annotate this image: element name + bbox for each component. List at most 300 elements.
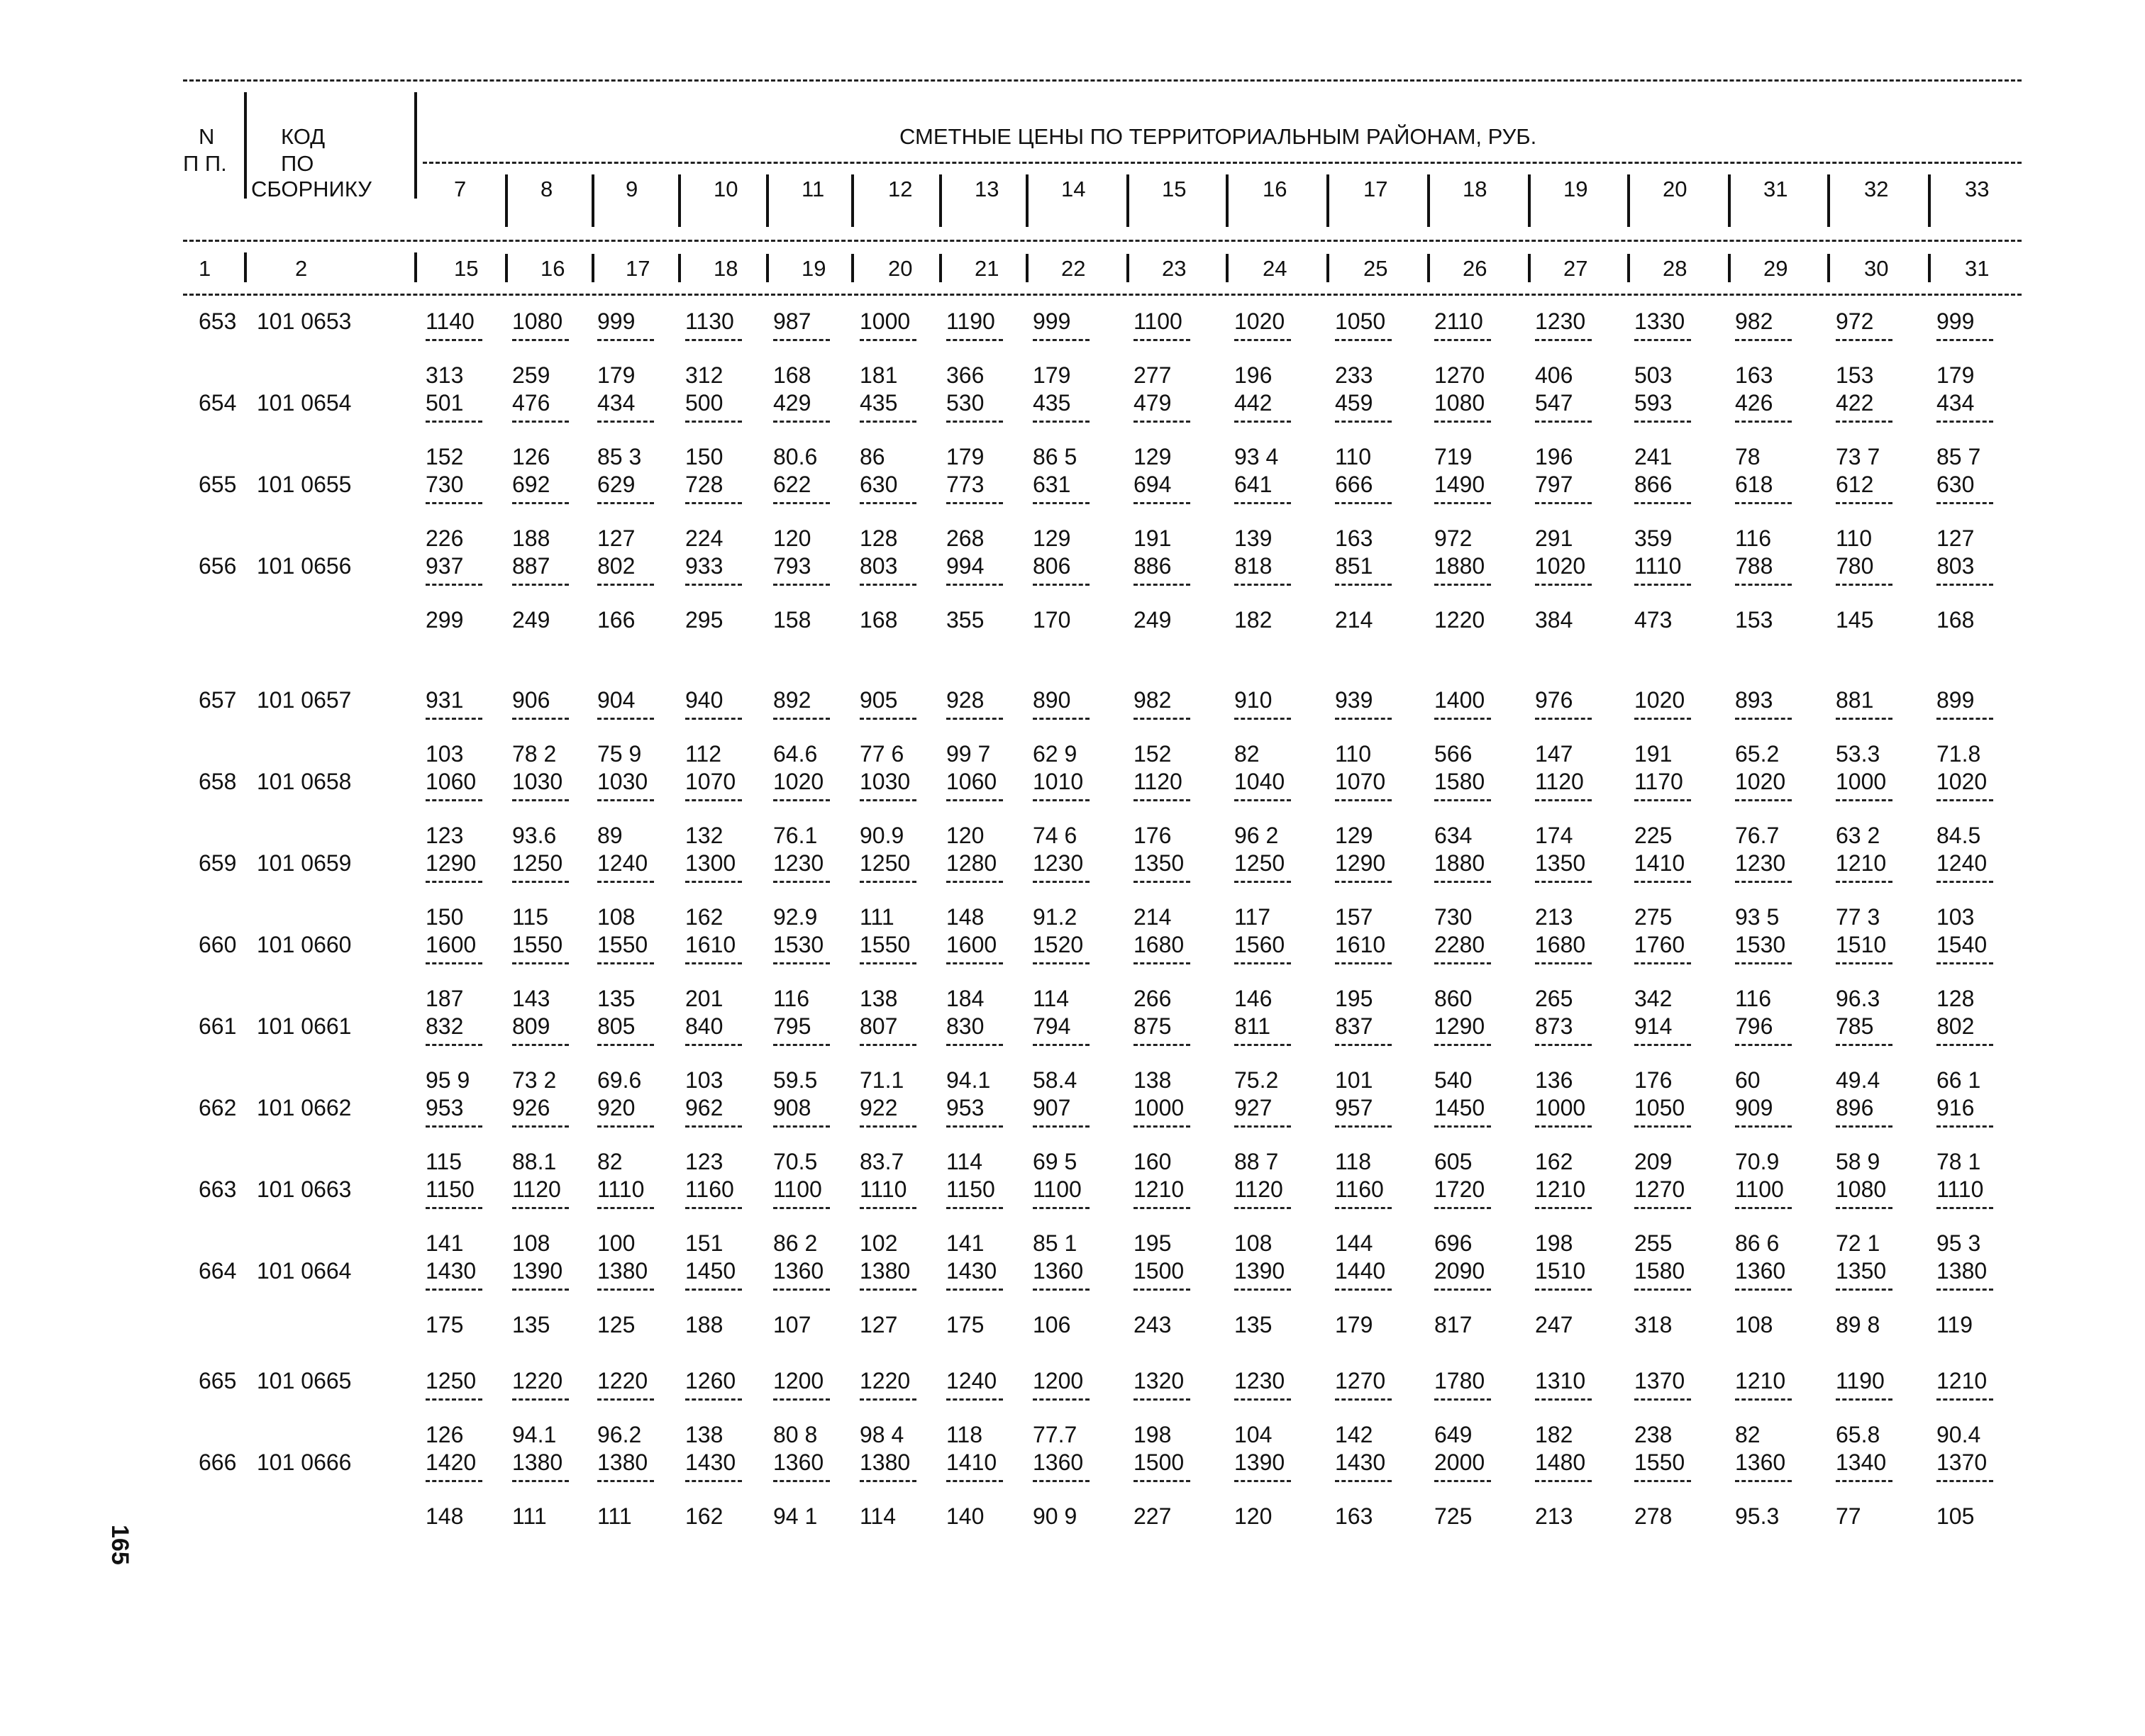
fraction-line <box>1335 339 1392 341</box>
cell-bottom: 209 <box>1634 1149 1673 1174</box>
cell-bottom: 195 <box>1134 1230 1172 1256</box>
fraction-line <box>1434 1480 1491 1482</box>
cell-bottom: 85 7 <box>1936 444 1981 469</box>
cell-top: 1250 <box>1234 850 1285 876</box>
cell-bottom: 225 <box>1634 823 1673 848</box>
cell-top: 692 <box>512 472 550 497</box>
cell-bottom: 187 <box>426 986 464 1011</box>
cell-top: 896 <box>1836 1095 1874 1120</box>
header-top-rule <box>183 79 2022 82</box>
fraction-line <box>1535 1289 1592 1291</box>
cell-bottom: 91.2 <box>1033 904 1077 930</box>
cell-bottom: 384 <box>1535 607 1573 633</box>
cell-bottom: 74 6 <box>1033 823 1077 848</box>
cell-bottom: 278 <box>1634 1503 1673 1529</box>
cell-top: 630 <box>1936 472 1975 497</box>
fraction-line <box>1936 502 1993 504</box>
cell-bottom: 129 <box>1033 525 1071 551</box>
cell-top: 1290 <box>1335 850 1386 876</box>
cell-top: 1210 <box>1535 1176 1586 1202</box>
cell-top: 1550 <box>1634 1450 1685 1475</box>
cell-top: 1510 <box>1535 1258 1586 1284</box>
cell-top: 1350 <box>1836 1258 1887 1284</box>
cell-bottom: 90.4 <box>1936 1422 1981 1447</box>
cell-bottom: 268 <box>946 525 985 551</box>
cell-top: 809 <box>512 1013 550 1039</box>
cell-top: 1100 <box>773 1176 822 1202</box>
cell-top: 622 <box>773 472 811 497</box>
header-col-sep-13 <box>1728 174 1731 227</box>
cell-top: 832 <box>426 1013 464 1039</box>
fraction-line <box>1634 718 1691 720</box>
cell-top: 1110 <box>1936 1176 1984 1202</box>
cell-bottom: 118 <box>1335 1149 1372 1174</box>
cell-bottom: 115 <box>512 904 549 930</box>
fraction-line <box>1234 1480 1291 1482</box>
cell-bottom: 93 5 <box>1735 904 1780 930</box>
cell-bottom: 136 <box>1535 1067 1573 1093</box>
header-index-15: 30 <box>1864 256 1889 281</box>
header-district-12: 19 <box>1563 177 1588 201</box>
fraction-line <box>1535 881 1592 883</box>
fraction-line <box>1033 421 1090 423</box>
header-index-3: 18 <box>714 256 738 281</box>
fraction-line <box>1134 1480 1190 1482</box>
cell-top: 1070 <box>1335 769 1386 794</box>
cell-top: 1050 <box>1335 308 1386 334</box>
cell-bottom: 77 <box>1836 1503 1861 1529</box>
cell-bottom: 70.9 <box>1735 1149 1780 1174</box>
header-index-12: 27 <box>1563 256 1588 281</box>
cell-top: 730 <box>426 472 464 497</box>
cell-bottom: 226 <box>426 525 464 551</box>
cell-top: 1130 <box>685 308 734 334</box>
fraction-line <box>512 962 569 964</box>
fraction-line <box>1434 584 1491 586</box>
cell-bottom: 318 <box>1634 1312 1673 1337</box>
row-number: 657 <box>199 687 237 713</box>
cell-top: 1310 <box>1535 1368 1586 1393</box>
fraction-line <box>860 421 916 423</box>
fraction-line <box>1234 962 1291 964</box>
cell-top: 1170 <box>1634 769 1683 794</box>
fraction-line <box>597 584 654 586</box>
cell-top: 612 <box>1836 472 1874 497</box>
fraction-line <box>1535 1480 1592 1482</box>
cell-top: 1250 <box>860 850 911 876</box>
cell-bottom: 111 <box>860 904 894 930</box>
cell-bottom: 1270 <box>1434 362 1485 388</box>
fraction-line <box>512 718 569 720</box>
cell-top: 1380 <box>597 1450 648 1475</box>
fraction-line <box>1735 962 1792 964</box>
cell-bottom: 179 <box>1936 362 1975 388</box>
fraction-line <box>1434 881 1491 883</box>
cell-top: 593 <box>1634 390 1673 416</box>
cell-top: 1370 <box>1936 1450 1988 1475</box>
header-idx-sep-3 <box>766 254 769 282</box>
row-code: 101 0656 <box>257 553 352 579</box>
cell-top: 1500 <box>1134 1258 1185 1284</box>
fraction-line <box>1735 1289 1792 1291</box>
cell-bottom: 49.4 <box>1836 1067 1880 1093</box>
fraction-line <box>597 962 654 964</box>
cell-bottom: 355 <box>946 607 985 633</box>
cell-bottom: 114 <box>946 1149 983 1174</box>
fraction-line <box>860 1398 916 1401</box>
cell-top: 802 <box>1936 1013 1975 1039</box>
fraction-line <box>426 502 482 504</box>
cell-top: 1040 <box>1234 769 1285 794</box>
cell-top: 1680 <box>1535 932 1586 957</box>
cell-top: 840 <box>685 1013 724 1039</box>
cell-bottom: 634 <box>1434 823 1473 848</box>
fraction-line <box>1335 799 1392 801</box>
cell-top: 1270 <box>1335 1368 1386 1393</box>
cell-top: 1340 <box>1836 1450 1887 1475</box>
fraction-line <box>1335 421 1392 423</box>
row-number: 653 <box>199 308 237 334</box>
cell-top: 1400 <box>1434 687 1485 713</box>
cell-top: 892 <box>773 687 811 713</box>
cell-bottom: 69 5 <box>1033 1149 1077 1174</box>
fraction-line <box>685 881 742 883</box>
cell-bottom: 179 <box>1335 1312 1373 1337</box>
fraction-line <box>685 1207 742 1209</box>
cell-top: 920 <box>597 1095 636 1120</box>
fraction-line <box>1634 1289 1691 1291</box>
cell-bottom: 89 <box>597 823 623 848</box>
cell-top: 987 <box>773 308 811 334</box>
cell-top: 999 <box>597 308 636 334</box>
fraction-line <box>1033 1125 1090 1128</box>
cell-top: 2110 <box>1434 308 1483 334</box>
cell-bottom: 191 <box>1134 525 1172 551</box>
cell-bottom: 366 <box>946 362 985 388</box>
fraction-line <box>597 881 654 883</box>
header-title-rule <box>423 162 2022 164</box>
fraction-line <box>773 421 830 423</box>
cell-bottom: 89 8 <box>1836 1312 1880 1337</box>
header-col-code-3: СБОРНИКУ <box>251 177 372 201</box>
fraction-line <box>1234 421 1291 423</box>
fraction-line <box>1335 1044 1392 1046</box>
cell-top: 1230 <box>1735 850 1786 876</box>
fraction-line <box>685 339 742 341</box>
fraction-line <box>1335 584 1392 586</box>
cell-top: 1360 <box>1033 1450 1084 1475</box>
cell-bottom: 108 <box>597 904 636 930</box>
cell-bottom: 86 5 <box>1033 444 1077 469</box>
header-district-7: 14 <box>1061 177 1086 201</box>
cell-bottom: 82 <box>597 1149 623 1174</box>
cell-bottom: 105 <box>1936 1503 1975 1529</box>
fraction-line <box>1234 1125 1291 1128</box>
cell-top: 618 <box>1735 472 1773 497</box>
cell-top: 1230 <box>1535 308 1586 334</box>
cell-top: 547 <box>1535 390 1573 416</box>
fraction-line <box>1033 1289 1090 1291</box>
fraction-line <box>1634 502 1691 504</box>
fraction-line <box>1234 1289 1291 1291</box>
cell-bottom: 127 <box>597 525 636 551</box>
cell-bottom: 77 3 <box>1836 904 1880 930</box>
cell-bottom: 108 <box>1735 1312 1773 1337</box>
cell-top: 1120 <box>512 1176 561 1202</box>
cell-top: 1080 <box>512 308 563 334</box>
fraction-line <box>1134 799 1190 801</box>
cell-bottom: 88 7 <box>1234 1149 1279 1174</box>
fraction-line <box>1434 502 1491 504</box>
cell-bottom: 152 <box>426 444 464 469</box>
cell-bottom: 179 <box>1033 362 1071 388</box>
header-col-n: N <box>199 124 215 149</box>
cell-top: 875 <box>1134 1013 1172 1039</box>
cell-bottom: 144 <box>1335 1230 1373 1256</box>
header-bottom-rule <box>183 294 2022 296</box>
cell-bottom: 168 <box>860 607 898 633</box>
header-district-10: 17 <box>1363 177 1388 201</box>
cell-bottom: 182 <box>1234 607 1273 633</box>
cell-top: 426 <box>1735 390 1773 416</box>
cell-bottom: 140 <box>946 1503 985 1529</box>
cell-bottom: 188 <box>512 525 550 551</box>
fraction-line <box>426 1480 482 1482</box>
cell-top: 904 <box>597 687 636 713</box>
cell-bottom: 295 <box>685 607 724 633</box>
cell-top: 899 <box>1936 687 1975 713</box>
header-col-sep-14 <box>1827 174 1830 227</box>
cell-bottom: 58 9 <box>1836 1149 1880 1174</box>
fraction-line <box>1634 1044 1691 1046</box>
fraction-line <box>1033 1044 1090 1046</box>
cell-bottom: 249 <box>512 607 550 633</box>
cell-top: 1430 <box>946 1258 997 1284</box>
fraction-line <box>1434 1044 1491 1046</box>
cell-bottom: 107 <box>773 1312 811 1337</box>
cell-top: 1080 <box>1434 390 1485 416</box>
cell-bottom: 100 <box>597 1230 636 1256</box>
fraction-line <box>1335 881 1392 883</box>
fraction-line <box>773 502 830 504</box>
row-code: 101 0661 <box>257 1013 352 1039</box>
cell-top: 1220 <box>860 1368 911 1393</box>
cell-top: 794 <box>1033 1013 1071 1039</box>
cell-top: 1290 <box>426 850 477 876</box>
fraction-line <box>860 1289 916 1291</box>
cell-bottom: 214 <box>1134 904 1172 930</box>
header-district-16: 33 <box>1965 177 1990 201</box>
cell-top: 641 <box>1234 472 1273 497</box>
cell-top: 927 <box>1234 1095 1273 1120</box>
header-col-pp: П П. <box>183 151 227 176</box>
cell-top: 1150 <box>946 1176 995 1202</box>
header-index-left-1: 2 <box>295 256 308 281</box>
fraction-line <box>1234 881 1291 883</box>
cell-top: 1420 <box>426 1450 477 1475</box>
fraction-line <box>685 1398 742 1401</box>
cell-bottom: 111 <box>512 1503 547 1529</box>
fraction-line <box>860 799 916 801</box>
cell-top: 1020 <box>1234 308 1285 334</box>
cell-top: 906 <box>512 687 550 713</box>
cell-top: 1000 <box>860 308 911 334</box>
cell-bottom: 540 <box>1434 1067 1473 1093</box>
fraction-line <box>1836 962 1892 964</box>
header-col-sep-15 <box>1928 174 1931 227</box>
fraction-line <box>1134 962 1190 964</box>
cell-bottom: 78 2 <box>512 741 557 767</box>
fraction-line <box>1634 421 1691 423</box>
cell-bottom: 243 <box>1134 1312 1172 1337</box>
cell-top: 957 <box>1335 1095 1373 1120</box>
cell-bottom: 473 <box>1634 607 1673 633</box>
cell-top: 1360 <box>773 1450 824 1475</box>
fraction-line <box>1735 881 1792 883</box>
header-col-sep-9 <box>1326 174 1329 227</box>
cell-bottom: 98 4 <box>860 1422 904 1447</box>
fraction-line <box>512 1044 569 1046</box>
cell-bottom: 86 6 <box>1735 1230 1780 1256</box>
cell-top: 1780 <box>1434 1368 1485 1393</box>
cell-bottom: 96.3 <box>1836 986 1880 1011</box>
cell-bottom: 142 <box>1335 1422 1373 1447</box>
header-vbar-idx-code <box>414 252 417 282</box>
header-index-1: 16 <box>541 256 565 281</box>
cell-top: 1380 <box>860 1450 911 1475</box>
fraction-line <box>1234 502 1291 504</box>
fraction-line <box>1434 1398 1491 1401</box>
row-code: 101 0665 <box>257 1368 352 1393</box>
cell-bottom: 259 <box>512 362 550 388</box>
header-index-2: 17 <box>626 256 650 281</box>
cell-bottom: 860 <box>1434 986 1473 1011</box>
fraction-line <box>597 502 654 504</box>
cell-bottom: 168 <box>1936 607 1975 633</box>
cell-top: 1000 <box>1134 1095 1185 1120</box>
header-vbar-n <box>244 92 247 199</box>
header-index-10: 25 <box>1363 256 1388 281</box>
fraction-line <box>1836 502 1892 504</box>
fraction-line <box>1634 799 1691 801</box>
fraction-line <box>946 339 1003 341</box>
header-col-sep-2 <box>678 174 681 227</box>
cell-top: 1160 <box>1335 1176 1384 1202</box>
cell-top: 631 <box>1033 472 1071 497</box>
cell-bottom: 116 <box>773 986 810 1011</box>
fraction-line <box>426 1398 482 1401</box>
cell-bottom: 110 <box>1335 741 1372 767</box>
cell-top: 1290 <box>1434 1013 1485 1039</box>
fraction-line <box>1735 718 1792 720</box>
cell-top: 1530 <box>773 932 824 957</box>
cell-bottom: 135 <box>597 986 636 1011</box>
cell-bottom: 104 <box>1234 1422 1273 1447</box>
cell-bottom: 106 <box>1033 1312 1071 1337</box>
fraction-line <box>1735 1125 1792 1128</box>
cell-top: 1210 <box>1836 850 1887 876</box>
header-title: СМЕТНЫЕ ЦЕНЫ ПО ТЕРРИТОРИАЛЬНЫМ РАЙОНАМ, РУБ. <box>899 124 1537 149</box>
fraction-line <box>1634 962 1691 964</box>
fraction-line <box>1134 718 1190 720</box>
cell-bottom: 143 <box>512 986 550 1011</box>
fraction-line <box>426 962 482 964</box>
cell-top: 694 <box>1134 472 1172 497</box>
fraction-line <box>1836 1207 1892 1209</box>
cell-bottom: 63 2 <box>1836 823 1880 848</box>
cell-top: 893 <box>1735 687 1773 713</box>
cell-bottom: 157 <box>1335 904 1373 930</box>
cell-top: 999 <box>1033 308 1071 334</box>
fraction-line <box>1033 584 1090 586</box>
cell-bottom: 406 <box>1535 362 1573 388</box>
cell-top: 1300 <box>685 850 736 876</box>
fraction-line <box>1936 1207 1993 1209</box>
fraction-line <box>685 799 742 801</box>
cell-top: 1380 <box>597 1258 648 1284</box>
cell-bottom: 85 1 <box>1033 1230 1077 1256</box>
cell-top: 1210 <box>1936 1368 1988 1393</box>
cell-top: 1030 <box>597 769 648 794</box>
cell-bottom: 175 <box>946 1312 985 1337</box>
fraction-line <box>1735 1044 1792 1046</box>
cell-bottom: 117 <box>1234 904 1271 930</box>
cell-top: 434 <box>1936 390 1975 416</box>
fraction-line <box>426 421 482 423</box>
cell-bottom: 141 <box>946 1230 985 1256</box>
row-number: 666 <box>199 1450 237 1475</box>
fraction-line <box>773 1044 830 1046</box>
cell-bottom: 114 <box>1033 986 1070 1011</box>
fraction-line <box>1335 962 1392 964</box>
header-col-sep-12 <box>1627 174 1630 227</box>
fraction-line <box>1836 799 1892 801</box>
cell-bottom: 162 <box>685 904 724 930</box>
header-idx-sep-14 <box>1827 254 1830 282</box>
cell-bottom: 241 <box>1634 444 1673 469</box>
fraction-line <box>512 1480 569 1482</box>
row-number: 661 <box>199 1013 237 1039</box>
cell-bottom: 266 <box>1134 986 1172 1011</box>
fraction-line <box>1836 1125 1892 1128</box>
cell-bottom: 198 <box>1134 1422 1172 1447</box>
cell-bottom: 312 <box>685 362 724 388</box>
header-district-3: 10 <box>714 177 738 201</box>
cell-bottom: 75 9 <box>597 741 642 767</box>
cell-bottom: 59.5 <box>773 1067 818 1093</box>
fraction-line <box>860 718 916 720</box>
fraction-line <box>1936 339 1993 341</box>
cell-bottom: 76.1 <box>773 823 818 848</box>
header-index-14: 29 <box>1763 256 1788 281</box>
fraction-line <box>1033 881 1090 883</box>
fraction-line <box>1936 718 1993 720</box>
cell-top: 1230 <box>1234 1368 1285 1393</box>
cell-bottom: 181 <box>860 362 898 388</box>
cell-bottom: 64.6 <box>773 741 818 767</box>
header-col-sep-8 <box>1226 174 1229 227</box>
fraction-line <box>426 584 482 586</box>
cell-top: 434 <box>597 390 636 416</box>
fraction-line <box>1936 1480 1993 1482</box>
cell-top: 940 <box>685 687 724 713</box>
cell-bottom: 70.5 <box>773 1149 818 1174</box>
fraction-line <box>512 881 569 883</box>
fraction-line <box>1134 584 1190 586</box>
cell-top: 1120 <box>1134 769 1182 794</box>
cell-bottom: 120 <box>946 823 985 848</box>
fraction-line <box>597 799 654 801</box>
